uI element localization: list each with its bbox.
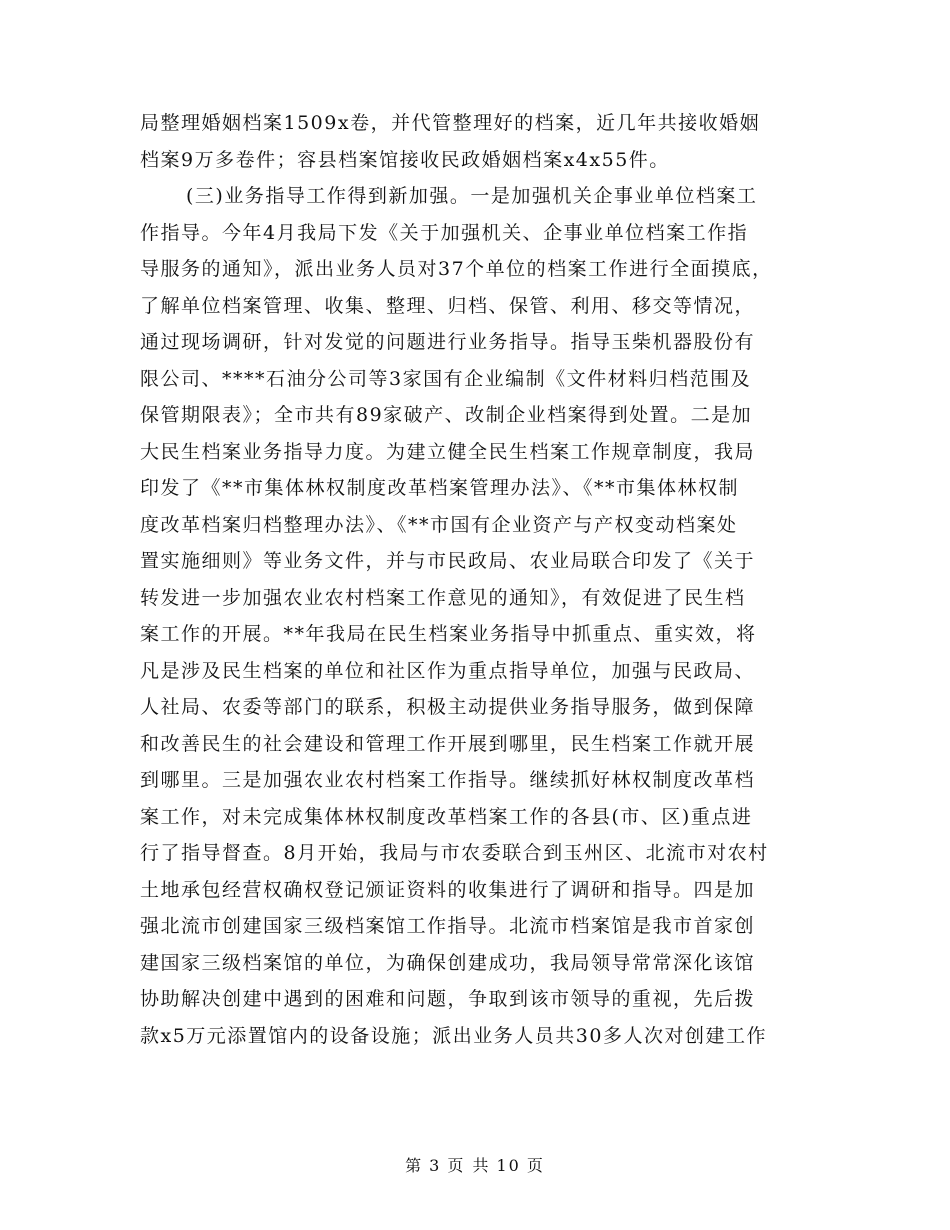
- text-line: 到哪里。三是加强农业农村档案工作指导。继续抓好林权制度改革档: [140, 769, 756, 791]
- page-footer: [0, 1153, 950, 1176]
- text-line: 印发了《**市集体林权制度改革档案管理办法》、《**市集体林权制: [140, 477, 740, 499]
- text-line: 案工作，对未完成集体林权制度改革档案工作的各县(市、区)重点进: [140, 805, 753, 828]
- text-line: 行了指导督查。8月开始，我局与市农委联合到玉州区、北流市对农村: [140, 842, 769, 864]
- text-line: 大民生档案业务指导力度。为建立健全民生档案工作规章制度，我局: [140, 440, 756, 463]
- text-line: 强北流市创建国家三级档案馆工作指导。北流市档案馆是我市首家创: [140, 915, 756, 937]
- text-line: 款x5万元添置馆内的设备设施；派出业务人员共30多人次对创建工作: [140, 1024, 767, 1047]
- text-line: 了解单位档案管理、收集、整理、归档、保管、利用、移交等情况，: [140, 294, 756, 317]
- text-line: 作指导。今年4月我局下发《关于加强机关、企事业单位档案工作指: [140, 221, 749, 244]
- text-line: 土地承包经营权确权登记颁证资料的收集进行了调研和指导。四是加: [140, 878, 756, 901]
- text-line: 保管期限表》；全市共有89家破产、改制企业档案得到处置。二是加: [140, 404, 753, 426]
- text-line: 建国家三级档案馆的单位，为确保创建成功，我局领导常常深化该馆: [140, 951, 756, 974]
- page-number-suffix: 页: [526, 1156, 545, 1175]
- total-pages-number: 10: [496, 1156, 521, 1175]
- text-line: 凡是涉及民生档案的单位和社区作为重点指导单位，加强与民政局、: [140, 659, 756, 682]
- section-heading-line: (三)业务指导工作得到新加强。一是加强机关企事业单位档案工: [186, 185, 758, 207]
- text-line: 人社局、农委等部门的联系，积极主动提供业务指导服务，做到保障: [140, 696, 756, 718]
- current-page-number: 3: [429, 1156, 442, 1175]
- text-line: 转发进一步加强农业农村档案工作意见的通知》，有效促进了民生档: [140, 586, 746, 609]
- page-number-prefix: 第: [405, 1156, 424, 1175]
- text-line: 案工作的开展。**年我局在民生档案业务指导中抓重点、重实效，将: [140, 623, 757, 645]
- text-line: 局整理婚姻档案1509x卷，并代管整理好的档案，近几年共接收婚姻: [140, 112, 761, 134]
- document-body: [140, 105, 820, 1054]
- text-line: 和改善民生的社会建设和管理工作开展到哪里，民生档案工作就开展: [140, 732, 756, 755]
- text-line: 协助解决创建中遇到的困难和问题，争取到该市领导的重视，先后拨: [140, 988, 756, 1010]
- text-line: 置实施细则》等业务文件，并与市民政局、农业局联合印发了《关于: [140, 550, 756, 572]
- text-line: 限公司、****石油分公司等3家国有企业编制《文件材料归档范围及: [140, 367, 752, 390]
- page-number-middle: 页 共: [447, 1156, 491, 1175]
- text-line: 档案9万多卷件；容县档案馆接收民政婚姻档案x4x55件。: [140, 148, 670, 171]
- text-line: 通过现场调研，针对发觉的问题进行业务指导。指导玉柴机器股份有: [140, 331, 756, 353]
- text-line: 导服务的通知》，派出业务人员对37个单位的档案工作进行全面摸底，: [140, 258, 773, 280]
- text-line: 度改革档案归档整理办法》、《**市国有企业资产与产权变动档案处: [140, 513, 738, 536]
